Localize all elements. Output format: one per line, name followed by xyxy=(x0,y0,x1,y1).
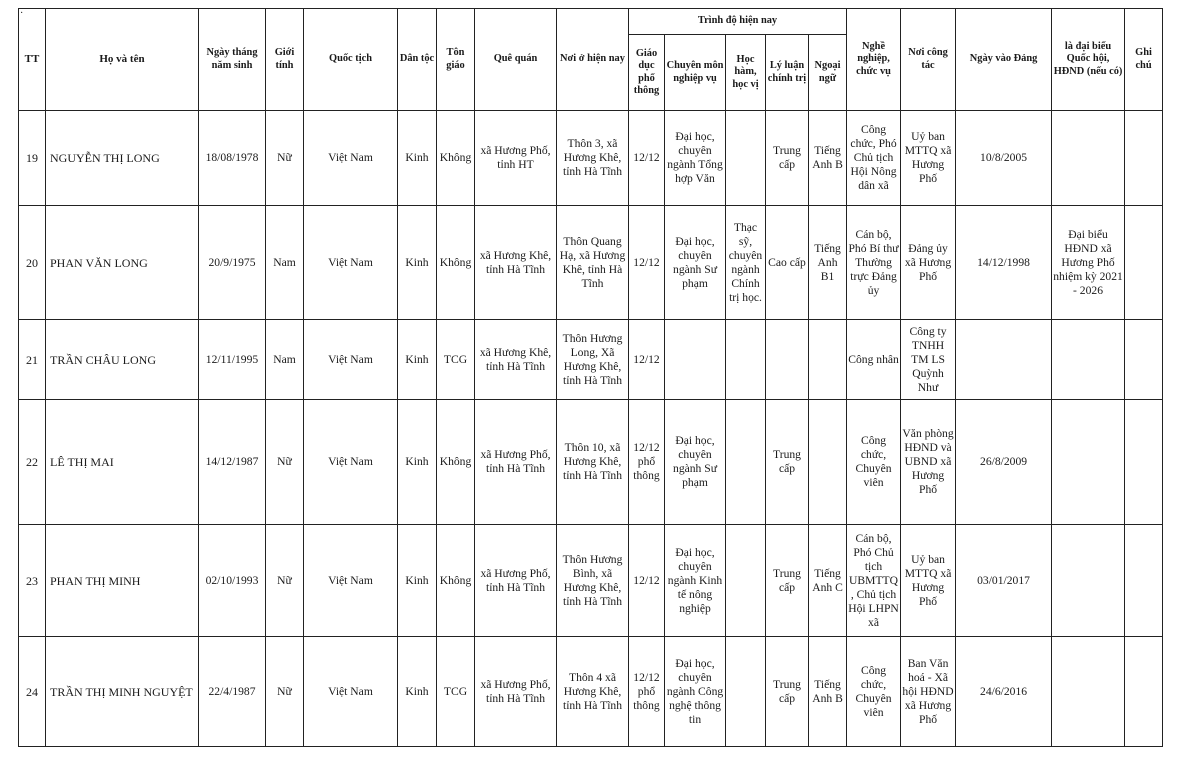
header-specialty: Chuyên môn nghiệp vụ xyxy=(665,35,726,111)
cell-residence: Thôn Hương Bình, xã Hương Khê, tỉnh Hà Tĩnh xyxy=(557,525,629,637)
cell-workplace: Ban Văn hoá - Xã hội HĐND xã Hương Phố xyxy=(901,637,956,747)
cell-religion: Không xyxy=(437,206,475,320)
cell-language xyxy=(809,400,847,525)
cell-academic xyxy=(726,400,766,525)
cell-residence: Thôn Hương Long, Xã Hương Khê, tỉnh Hà Tĩnh xyxy=(557,320,629,400)
cell-general-edu: 12/12 xyxy=(629,525,665,637)
cell-dob: 18/08/1978 xyxy=(199,111,266,206)
cell-note xyxy=(1125,206,1163,320)
cell-political: Trung cấp xyxy=(766,525,809,637)
cell-delegate xyxy=(1052,111,1125,206)
cell-tt: 19 xyxy=(19,111,46,206)
header-language: Ngoại ngữ xyxy=(809,35,847,111)
cell-ethnicity: Kinh xyxy=(398,525,437,637)
cell-delegate: Đại biểu HĐND xã Hương Phố nhiệm kỳ 2021 - 2026 xyxy=(1052,206,1125,320)
cell-general-edu: 12/12 xyxy=(629,111,665,206)
cell-note xyxy=(1125,320,1163,400)
cell-general-edu: 12/12 phổ thông xyxy=(629,400,665,525)
cell-specialty: Đại học, chuyên ngành Công nghệ thông tin xyxy=(665,637,726,747)
cell-name: TRẦN THỊ MINH NGUYỆT xyxy=(46,637,199,747)
cell-specialty: Đại học, chuyên ngành Kinh tế nông nghiệp xyxy=(665,525,726,637)
table-row xyxy=(19,320,1163,400)
cell-party-date: 03/01/2017 xyxy=(956,525,1052,637)
cell-dob: 12/11/1995 xyxy=(199,320,266,400)
cell-dob: 20/9/1975 xyxy=(199,206,266,320)
table-row xyxy=(19,206,1163,320)
header-note: Ghi chú xyxy=(1125,9,1163,111)
cell-tt: 24 xyxy=(19,637,46,747)
cell-language: Tiếng Anh B xyxy=(809,637,847,747)
cell-dob: 02/10/1993 xyxy=(199,525,266,637)
cell-language xyxy=(809,320,847,400)
header-nationality: Quốc tịch xyxy=(304,9,398,111)
table-row xyxy=(19,525,1163,637)
table-row xyxy=(19,111,1163,206)
cell-hometown: xã Hương Phố, tỉnh Hà Tĩnh xyxy=(475,525,557,637)
cell-workplace: Đảng ủy xã Hương Phố xyxy=(901,206,956,320)
header-occupation: Nghề nghiệp, chức vụ xyxy=(847,9,901,111)
table-row xyxy=(19,400,1163,525)
cell-dob: 22/4/1987 xyxy=(199,637,266,747)
cell-ethnicity: Kinh xyxy=(398,400,437,525)
table-row xyxy=(19,637,1163,747)
cell-ethnicity: Kinh xyxy=(398,111,437,206)
cell-gender: Nữ xyxy=(266,637,304,747)
cell-delegate xyxy=(1052,525,1125,637)
header-political: Lý luận chính trị xyxy=(766,35,809,111)
candidate-list-sheet xyxy=(18,8,1163,747)
cell-delegate xyxy=(1052,637,1125,747)
header-religion: Tôn giáo xyxy=(437,9,475,111)
cell-nationality: Việt Nam xyxy=(304,320,398,400)
cell-hometown: xã Hương Khê, tỉnh Hà Tĩnh xyxy=(475,206,557,320)
cell-dob: 14/12/1987 xyxy=(199,400,266,525)
cell-hometown: xã Hương Phố, tỉnh Hà Tĩnh xyxy=(475,637,557,747)
header-education-group: Trình độ hiện nay xyxy=(629,9,847,35)
cell-specialty xyxy=(665,320,726,400)
cell-gender: Nam xyxy=(266,320,304,400)
cell-academic xyxy=(726,320,766,400)
cell-name: NGUYỄN THỊ LONG xyxy=(46,111,199,206)
cell-specialty: Đại học, chuyên ngành Tổng hợp Văn xyxy=(665,111,726,206)
cell-religion: Không xyxy=(437,525,475,637)
cell-hometown: xã Hương Phố, tỉnh HT xyxy=(475,111,557,206)
cell-name: PHAN VĂN LONG xyxy=(46,206,199,320)
cell-gender: Nữ xyxy=(266,525,304,637)
cell-note xyxy=(1125,637,1163,747)
cell-nationality: Việt Nam xyxy=(304,525,398,637)
cell-religion: TCG xyxy=(437,637,475,747)
cell-residence: Thôn 4 xã Hương Khê, tỉnh Hà Tĩnh xyxy=(557,637,629,747)
header-party-date: Ngày vào Đảng xyxy=(956,9,1052,111)
candidate-table xyxy=(18,8,1163,747)
cell-language: Tiếng Anh B xyxy=(809,111,847,206)
cell-occupation: Công nhân xyxy=(847,320,901,400)
cell-political: Trung cấp xyxy=(766,111,809,206)
cell-tt: 21 xyxy=(19,320,46,400)
cell-hometown: xã Hương Khê, tỉnh Hà Tĩnh xyxy=(475,320,557,400)
cell-party-date: 26/8/2009 xyxy=(956,400,1052,525)
cell-political: Trung cấp xyxy=(766,637,809,747)
cell-ethnicity: Kinh xyxy=(398,206,437,320)
cell-religion: TCG xyxy=(437,320,475,400)
cell-residence: Thôn 3, xã Hương Khê, tỉnh Hà Tĩnh xyxy=(557,111,629,206)
cell-nationality: Việt Nam xyxy=(304,111,398,206)
cell-general-edu: 12/12 xyxy=(629,320,665,400)
cell-political xyxy=(766,320,809,400)
cell-note xyxy=(1125,400,1163,525)
cell-occupation: Công chức, Chuyên viên xyxy=(847,400,901,525)
cell-note xyxy=(1125,111,1163,206)
cell-tt: 23 xyxy=(19,525,46,637)
cell-gender: Nam xyxy=(266,206,304,320)
cell-name: TRẦN CHÂU LONG xyxy=(46,320,199,400)
cell-party-date xyxy=(956,320,1052,400)
header-name: Họ và tên xyxy=(46,9,199,111)
cell-occupation: Cán bộ, Phó Chủ tịch UBMTTQ, Chủ tịch Hội LHPN xã xyxy=(847,525,901,637)
cell-tt: 22 xyxy=(19,400,46,525)
cell-general-edu: 12/12 phổ thông xyxy=(629,637,665,747)
cell-academic xyxy=(726,637,766,747)
cell-language: Tiếng Anh C xyxy=(809,525,847,637)
cell-specialty: Đại học, chuyên ngành Sư phạm xyxy=(665,206,726,320)
cell-workplace: Uỷ ban MTTQ xã Hương Phố xyxy=(901,111,956,206)
cell-gender: Nữ xyxy=(266,111,304,206)
cell-workplace: Uỷ ban MTTQ xã Hương Phố xyxy=(901,525,956,637)
cell-general-edu: 12/12 xyxy=(629,206,665,320)
cell-nationality: Việt Nam xyxy=(304,206,398,320)
cell-note xyxy=(1125,525,1163,637)
cell-religion: Không xyxy=(437,400,475,525)
header-residence: Nơi ở hiện nay xyxy=(557,9,629,111)
cell-party-date: 24/6/2016 xyxy=(956,637,1052,747)
cell-workplace: Văn phòng HĐND và UBND xã Hương Phố xyxy=(901,400,956,525)
cell-name: PHAN THỊ MINH xyxy=(46,525,199,637)
header-academic: Học hàm, học vị xyxy=(726,35,766,111)
cell-academic xyxy=(726,111,766,206)
cell-residence: Thôn 10, xã Hương Khê, tỉnh Hà Tĩnh xyxy=(557,400,629,525)
header-hometown: Quê quán xyxy=(475,9,557,111)
corner-mark: · xyxy=(20,8,24,19)
cell-delegate xyxy=(1052,400,1125,525)
cell-ethnicity: Kinh xyxy=(398,320,437,400)
cell-workplace: Công ty TNHH TM LS Quỳnh Như xyxy=(901,320,956,400)
cell-specialty: Đại học, chuyên ngành Sư phạm xyxy=(665,400,726,525)
cell-ethnicity: Kinh xyxy=(398,637,437,747)
header-workplace: Nơi công tác xyxy=(901,9,956,111)
cell-occupation: Cán bộ, Phó Bí thư Thường trực Đảng ủy xyxy=(847,206,901,320)
cell-political: Cao cấp xyxy=(766,206,809,320)
cell-nationality: Việt Nam xyxy=(304,637,398,747)
header-ethnicity: Dân tộc xyxy=(398,9,437,111)
cell-academic xyxy=(726,525,766,637)
header-general-edu: Giáo dục phổ thông xyxy=(629,35,665,111)
cell-party-date: 14/12/1998 xyxy=(956,206,1052,320)
cell-delegate xyxy=(1052,320,1125,400)
cell-political: Trung cấp xyxy=(766,400,809,525)
cell-occupation: Công chức, Chuyên viên xyxy=(847,637,901,747)
header-tt: TT xyxy=(19,9,46,111)
cell-religion: Không xyxy=(437,111,475,206)
cell-language: Tiếng Anh B1 xyxy=(809,206,847,320)
cell-tt: 20 xyxy=(19,206,46,320)
header-delegate: là đại biểu Quốc hội, HĐND (nếu có) xyxy=(1052,9,1125,111)
cell-residence: Thôn Quang Hạ, xã Hương Khê, tỉnh Hà Tĩnh xyxy=(557,206,629,320)
header-dob: Ngày tháng năm sinh xyxy=(199,9,266,111)
cell-gender: Nữ xyxy=(266,400,304,525)
header-gender: Giới tính xyxy=(266,9,304,111)
cell-academic: Thạc sỹ, chuyên ngành Chính trị học. xyxy=(726,206,766,320)
cell-nationality: Việt Nam xyxy=(304,400,398,525)
cell-hometown: xã Hương Phố, tỉnh Hà Tĩnh xyxy=(475,400,557,525)
cell-name: LÊ THỊ MAI xyxy=(46,400,199,525)
cell-party-date: 10/8/2005 xyxy=(956,111,1052,206)
cell-occupation: Công chức, Phó Chủ tịch Hội Nông dân xã xyxy=(847,111,901,206)
